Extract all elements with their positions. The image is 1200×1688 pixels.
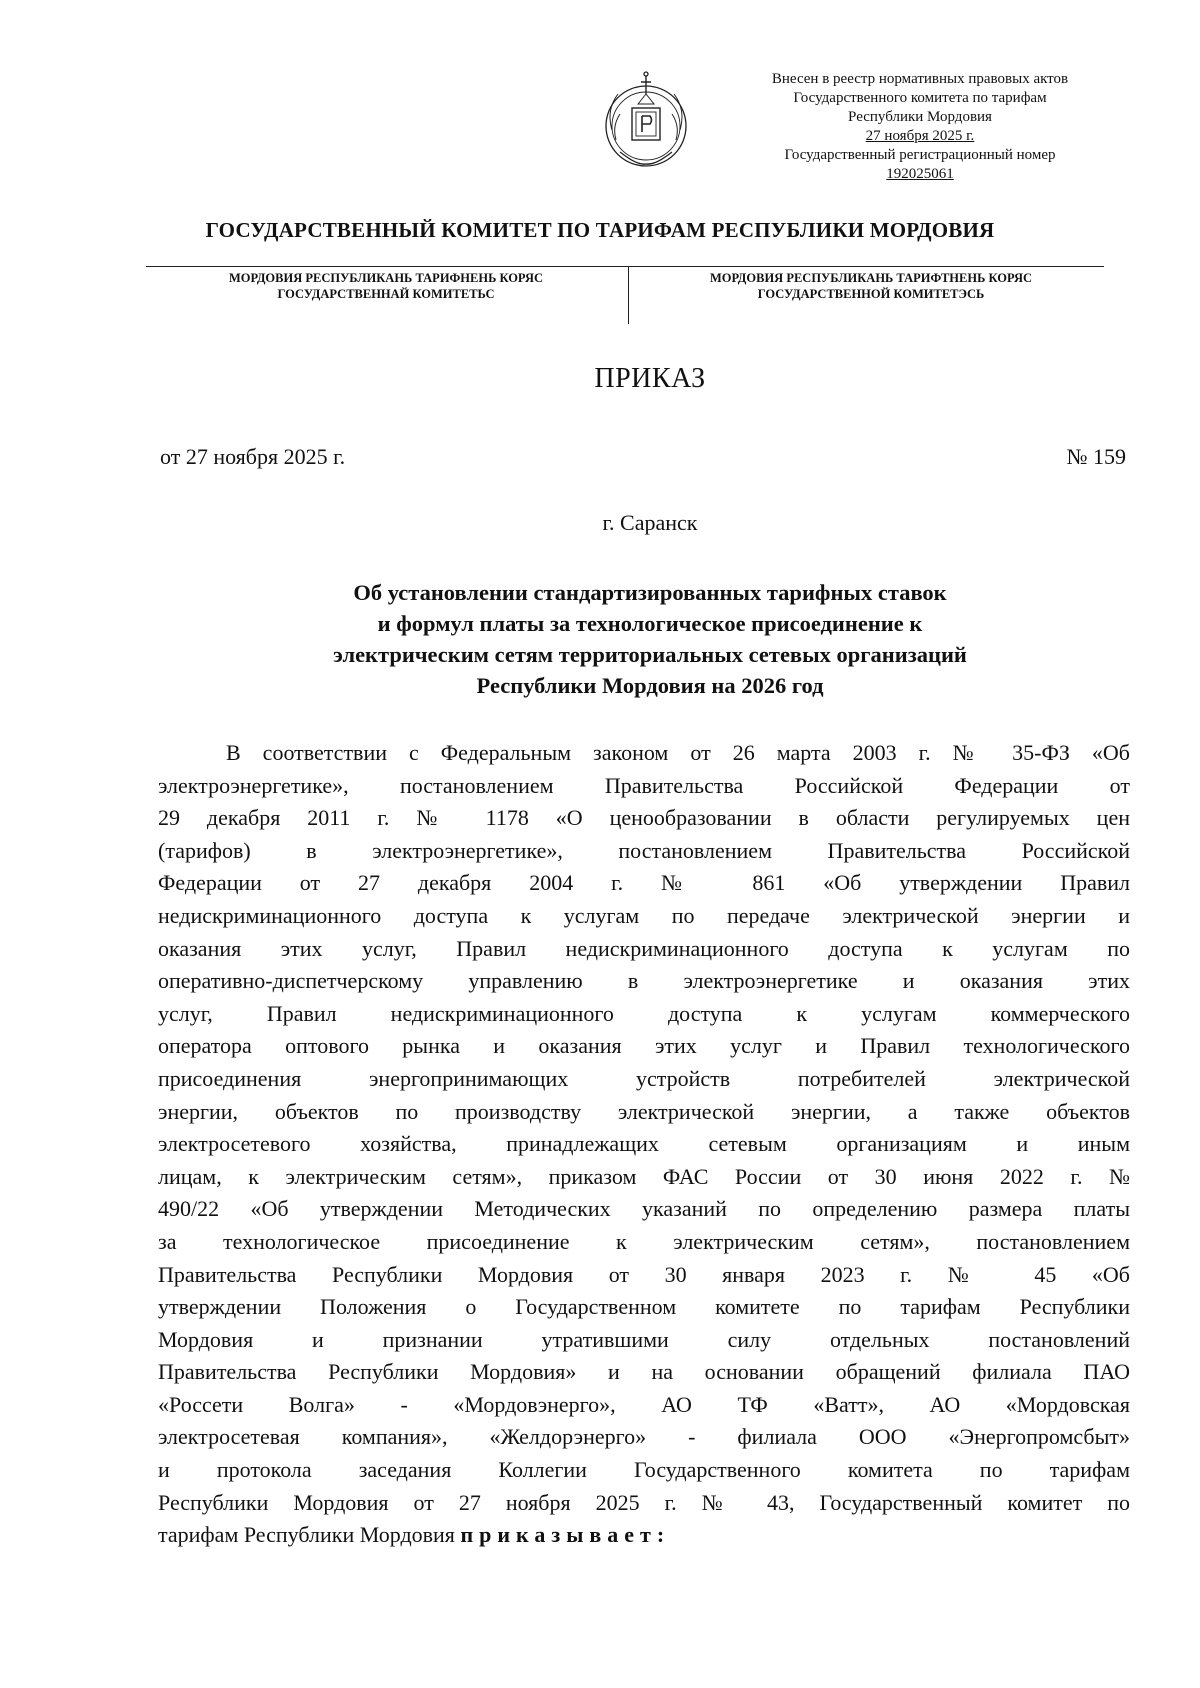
body-line: «Россети Волга» - «Мордовэнерго», АО ТФ «Ватт», АО «Мордовская xyxy=(158,1391,1130,1417)
subject-line-3: электрическим сетям территориальных сетевых организаций xyxy=(333,642,967,667)
order-title: ПРИКАЗ xyxy=(594,363,706,394)
committee-erzya-line-1: МОРДОВИЯ РЕСПУБЛИКАНЬ ТАРИФТНЕНЬ КОРЯС xyxy=(709,271,1033,285)
body-line: Федерации от 27 декабря 2004 г. № 861 «Об утверждении Правил xyxy=(158,870,1130,896)
order-directive: приказывает: xyxy=(460,1522,671,1548)
coat-of-arms-emblem xyxy=(598,70,694,176)
committee-heading: ГОСУДАРСТВЕННЫЙ КОМИТЕТ ПО ТАРИФАМ РЕСПУБЛИКИ МОРДОВИЯ xyxy=(205,218,995,242)
subject-line-2: и формул платы за технологическое присоединение к xyxy=(377,611,923,636)
order-number: № 159 xyxy=(1066,444,1126,469)
body-line: оператора оптового рынка и оказания этих услуг и Правил технологического xyxy=(158,1033,1130,1059)
registry-note xyxy=(730,70,1110,184)
subject-line-4: Республики Мордовия на 2026 год xyxy=(476,673,824,698)
registry-number: 192025061 xyxy=(886,166,954,182)
body-line: В соответствии с Федеральным законом от 26 марта 2003 г. № 35-ФЗ «Об xyxy=(226,740,1130,765)
body-line: лицам, к электрическим сетям», приказом ФАС России от 30 июня 2022 г. № xyxy=(158,1163,1130,1189)
body-line: Мордовия и признании утратившими силу отдельных постановлений xyxy=(158,1326,1130,1352)
body-line: услуг, Правил недискриминационного доступа к услугам коммерческого xyxy=(158,1000,1130,1026)
committee-moksha-line-1: МОРДОВИЯ РЕСПУБЛИКАНЬ ТАРИФНЕНЬ КОРЯС xyxy=(229,271,543,285)
body-line: Правительства Республики Мордовия от 30 января 2023 г. № 45 «Об xyxy=(158,1261,1130,1287)
registry-line-2: Государственного комитета по тарифам xyxy=(793,90,1047,106)
body-line: недискриминационного доступа к услугам по передаче электрической энергии и xyxy=(158,902,1130,928)
header-divider-line xyxy=(146,266,1104,267)
body-line: 490/22 «Об утверждении Методических указаний по определению размера платы xyxy=(158,1196,1130,1222)
registry-line-3: Республики Мордовия xyxy=(848,109,992,125)
registry-date: 27 ноября 2025 г. xyxy=(865,128,975,144)
committee-moksha-line-2: ГОСУДАРСТВЕННАЙ КОМИТЕТЬС xyxy=(277,287,495,301)
body-line: энергии, объектов по производству электрической энергии, а также объектов xyxy=(158,1098,1130,1124)
body-line: и протокола заседания Коллегии Государственного комитета по тарифам xyxy=(158,1457,1130,1483)
body-last-line xyxy=(158,1519,1130,1552)
order-subject xyxy=(0,577,1200,701)
header-vertical-divider xyxy=(628,266,629,324)
body-line: Правительства Республики Мордовия» и на основании обращений филиала ПАО xyxy=(158,1359,1130,1385)
body-last-line-text: тарифам Республики Мордовия xyxy=(158,1522,461,1548)
body-line: оказания этих услуг, Правил недискриминационного доступа к услугам по xyxy=(158,935,1130,961)
body-line: 29 декабря 2011 г. № 1178 «О ценообразовании в области регулируемых цен xyxy=(158,805,1130,831)
body-line: электросетевого хозяйства, принадлежащих сетевым организациям и иным xyxy=(158,1131,1130,1157)
registry-line-5: Государственный регистрационный номер xyxy=(784,147,1056,163)
committee-name-moksha xyxy=(150,270,622,302)
registry-line-1: Внесен в реестр нормативных правовых актов xyxy=(771,71,1069,87)
body-line: утверждении Положения о Государственном комитете по тарифам Республики xyxy=(158,1294,1130,1320)
order-body xyxy=(158,737,1130,1552)
body-line: электроэнергетике», постановлением Правительства Российской Федерации от xyxy=(158,772,1130,798)
body-line: Республики Мордовия от 27 ноября 2025 г. № 43, Государственный комитет по xyxy=(158,1489,1130,1515)
committee-erzya-line-2: ГОСУДАРСТВЕННОЙ КОМИТЕТЭСЬ xyxy=(757,287,985,301)
body-line: оперативно-диспетчерскому управлению в электроэнергетике и оказания этих xyxy=(158,968,1130,994)
order-city: г. Саранск xyxy=(602,510,698,535)
subject-line-1: Об установлении стандартизированных тарифных ставок xyxy=(353,580,947,605)
body-line: присоединения энергопринимающих устройств потребителей электрической xyxy=(158,1065,1130,1091)
body-line: (тарифов) в электроэнергетике», постановлением Правительства Российской xyxy=(158,837,1130,863)
body-line: за технологическое присоединение к электрическим сетям», постановлением xyxy=(158,1228,1130,1254)
body-line: электросетевая компания», «Желдорэнерго» - филиала ООО «Энергопромсбыт» xyxy=(158,1424,1130,1450)
committee-name-erzya xyxy=(636,270,1106,302)
order-date: от 27 ноября 2025 г. xyxy=(160,444,346,469)
